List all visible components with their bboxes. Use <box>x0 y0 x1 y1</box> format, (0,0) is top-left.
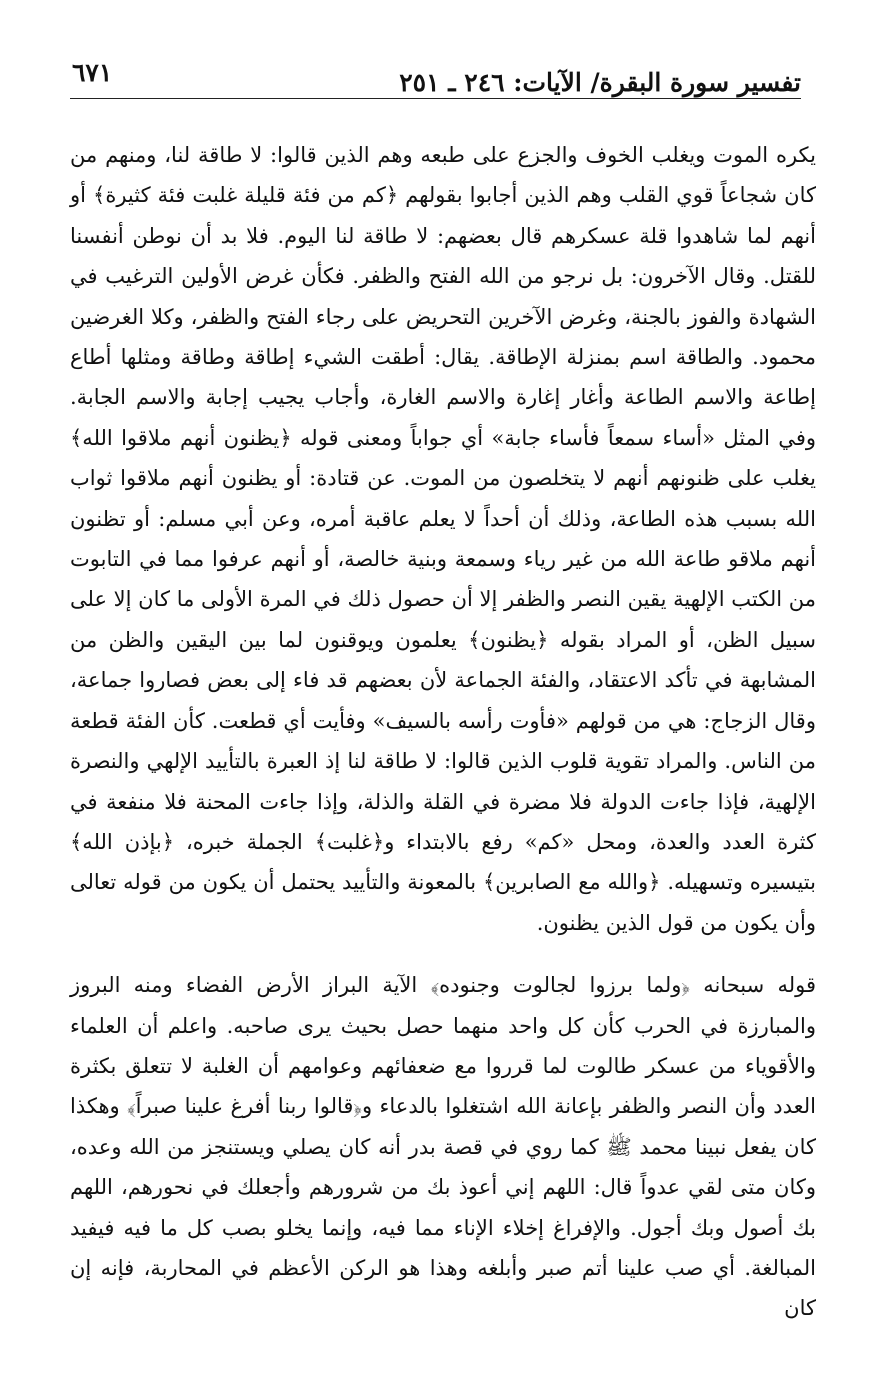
running-header <box>70 58 801 102</box>
commentary-paragraph-1: يكره الموت ويغلب الخوف والجزع على طبعه وهم الذين قالوا: لا طاقة لنا، ومنهم من كان شجاعاً قوي القلب وهم الذين أجابوا بقولهم ﴿كم من فئة قليلة غلبت فئة كثيرة﴾ أو أنهم لما شاهدوا قلة عسكرهم قال بعضهم: لا طاقة لنا اليوم. فلا بد أن نوطن أنفسنا للقتل. وقال الآخرون: بل نرجو من الله الفتح والظفر. فكأن غرض الأولين الترغيب في الشهادة والفوز بالجنة، وغرض الآخرين التحريض على رجاء الفتح والظفر، وكلا الغرضين محمود. والطاقة اسم بمنزلة الإطاقة. يقال: أطقت الشيء إطاقة وطاقة ومثلها أطاع إطاعة والاسم الطاعة وأغار إغارة والاسم الغارة، وأجاب يجيب إجابة والاسم الجابة. وفي المثل «أساء سمعاً فأساء جابة» أي جواباً ومعنى قوله ﴿يظنون أنهم ملاقوا الله﴾ يغلب على ظنونهم أنهم لا يتخلصون من الموت. عن قتادة: أو يظنون أنهم ملاقوا ثواب الله بسبب هذه الطاعة، وذلك أن أحداً لا يعلم عاقبة أمره، وعن أبي مسلم: أو تظنون أنهم ملاقو طاعة الله من غير رياء وسمعة وبنية خالصة، أو أنهم عرفوا مما في التابوت من الكتب الإلهية يقين النصر والظفر إلا أن حصول ذلك في المرة الأولى ما كان إلا على سبيل الظن، أو المراد بقوله ﴿يظنون﴾ يعلمون ويوقنون لما بين اليقين والظن من المشابهة في تأكد الاعتقاد، والفئة الجماعة لأن بعضهم قد فاء إلى بعض فصاروا جماعة، وقال الزجاج: هي من قولهم «فأوت رأسه بالسيف» وفأيت أي قطعت. كأن الفئة قطعة من الناس. والمراد تقوية قلوب الذين قالوا: لا طاقة لنا إذ العبرة بالتأييد الإلهي والنصرة الإلهية، فإذا جاءت الدولة فلا مضرة في القلة والذلة، وإذا جاءت المحنة فلا منفعة في كثرة العدد والعدة، ومحل «كم» رفع بالابتداء و﴿غلبت﴾ الجملة خبره، ﴿بإذن الله﴾ بتيسيره وتسهيله. ﴿والله مع الصابرين﴾ بالمعونة والتأييد يحتمل أن يكون من قوله تعالى وأن يكون من قول الذين يظنون. <box>70 143 816 935</box>
running-header-title: تفسير سورة البقرة/ الآيات: ٢٤٦ ـ ٢٥١ <box>399 68 801 97</box>
commentary-body <box>70 135 816 1329</box>
commentary-paragraph-2: قوله سبحانه ﴿ولما برزوا لجالوت وجنوده﴾ الآية البراز الأرض الفضاء ومنه البروز والمبارزة في الحرب كأن كل واحد منهما حصل بحيث يرى صاحبه. واعلم أن العلماء والأقوياء من عسكر طالوت لما قرروا مع ضعفائهم وعوامهم أن الغلبة لا تتعلق بكثرة العدد وأن النصر والظفر بإعانة الله اشتغلوا بالدعاء و﴿قالوا ربنا أفرغ علينا صبراً﴾ وهكذا كان يفعل نبينا محمد ﷺ كما روي في قصة بدر أنه كان يصلي ويستنجز من الله وعده، وكان متى لقي عدواً قال: اللهم إني أعوذ بك من شرورهم وأجعلك في نحورهم، اللهم بك أصول وبك أجول. والإفراغ إخلاء الإناء مما فيه، وإنما يخلو بصب كل ما فيه فيفيد المبالغة. أي صب علينا أتم صبر وأبلغه وهذا هو الركن الأعظم في المحاربة، فإنه إن كان <box>70 973 816 1321</box>
header-divider <box>70 98 801 99</box>
page-number: ٦٧١ <box>72 58 113 87</box>
